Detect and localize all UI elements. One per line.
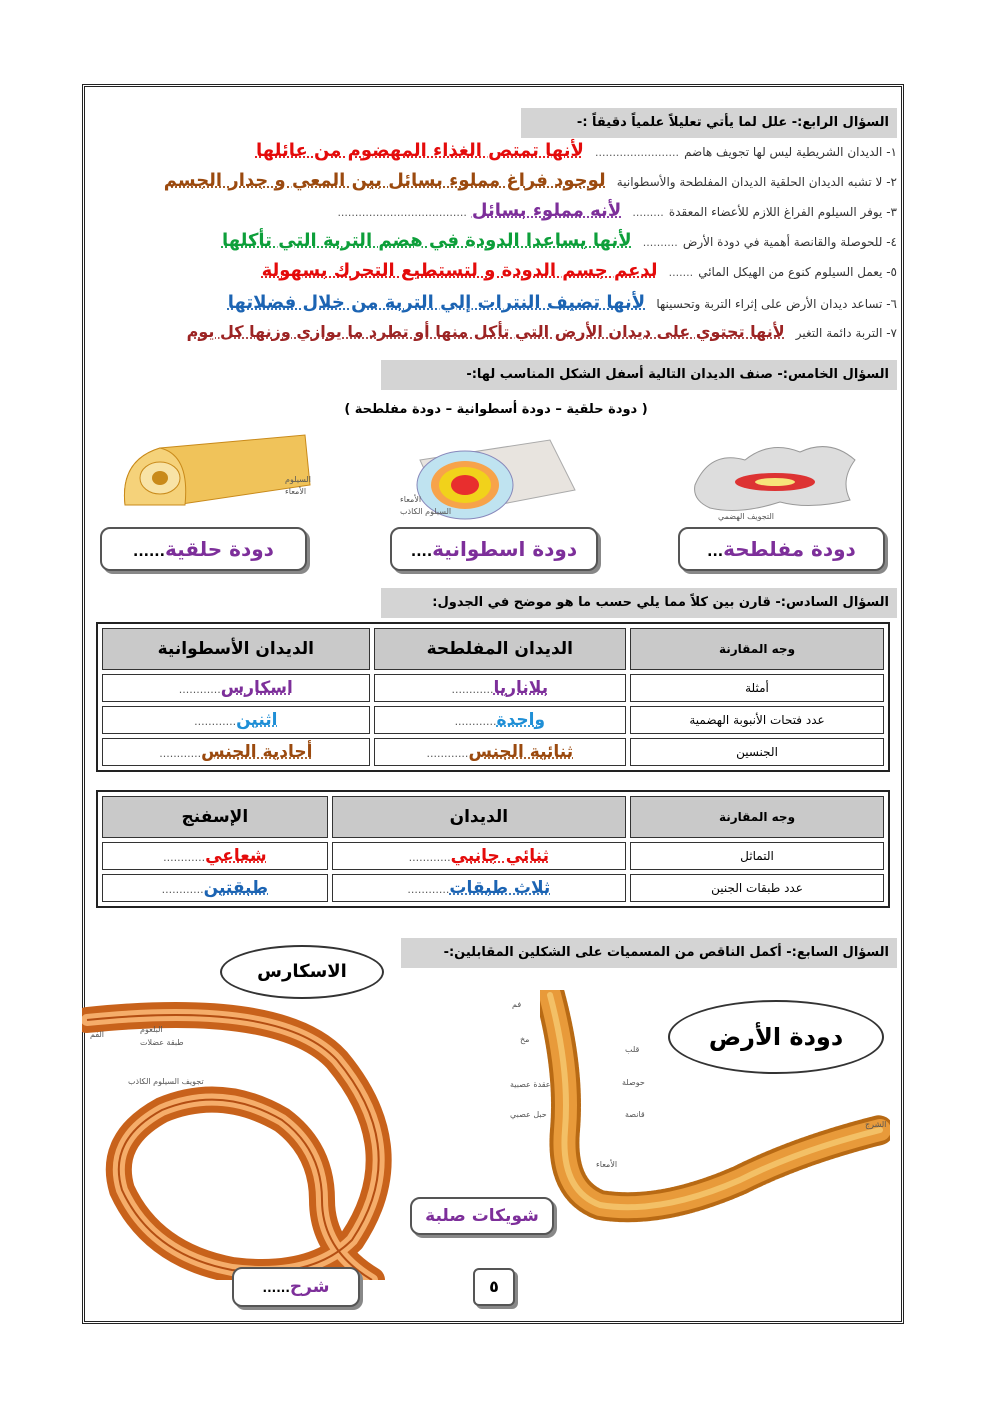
- q4-question: ٣- يوفر السيلوم الفراغ اللازم للأعضاء المعقدة: [668, 205, 897, 219]
- earthworm-label: مخ: [520, 1035, 530, 1044]
- roundworm-label-1: الأمعاء: [400, 495, 422, 504]
- q4-answer: لدعم جسم الدودة و لتستطيع التحرك بسهولة: [261, 260, 658, 281]
- earthworm-label: قانصة: [625, 1110, 645, 1119]
- ascaris-label: البلعوم: [140, 1025, 163, 1034]
- table-row: أمثلة بلاناريا............ اسكارس............: [102, 674, 884, 702]
- q4-item-7: [70, 322, 897, 350]
- q5-title: السؤال الخامس:- صنف الديدان التالية أسفل الشكل المناسب لها:-: [381, 360, 897, 390]
- q4-item-4: ٤- للحوصلة والقانصة أهمية في دودة الأرض .......... لأنها يساعدا الدودة في هضم التربة التي تأكلها: [221, 230, 897, 251]
- roundworm-label-2: السيلوم الكاذب: [400, 507, 452, 516]
- answer-box-anus: شرح......: [232, 1267, 360, 1307]
- earthworm-label: الأمعاء: [596, 1160, 618, 1169]
- answer-box-segmented: دودة حلقية......: [100, 527, 307, 571]
- earthworm-label: عقدة عصبية: [510, 1080, 551, 1089]
- ascaris-label: تجويف السيلوم الكاذب: [128, 1077, 204, 1086]
- q4-answer: لوجود فراغ مملوء بسائل بين المعي و جدار الجسم: [163, 170, 606, 191]
- q6-title: السؤال السادس:- قارن بين كلاً مما يلي حسب ما هو موضح في الجدول:: [381, 588, 897, 618]
- q4-answer: لأنها يساعدا الدودة في هضم التربة التي تأكلها: [221, 230, 632, 251]
- table-header: الديدان: [332, 796, 626, 838]
- ascaris-worm-image: [82, 990, 412, 1280]
- q4-question: ١- الديدان الشريطية ليس لها تجويف هاضم: [684, 145, 897, 159]
- page-number: ٥: [473, 1268, 515, 1306]
- earthworm-label: حوصلة: [622, 1078, 645, 1087]
- q4-answer: لأنه مملوء بسائل: [471, 200, 622, 221]
- earthworm-label: قلب: [625, 1045, 640, 1054]
- table-row: التماثل ثنائي جانبي............ شعاعي............: [102, 842, 884, 870]
- earthworm-label: فم: [512, 1000, 522, 1009]
- table-header: الديدان المفلطحة: [374, 628, 626, 670]
- comparison-table-2: [96, 790, 890, 908]
- flatworm-label: التجويف الهضمي: [718, 512, 774, 521]
- q5-worm-types: ( دودة حلقية – دودة أسطوانية – دودة مفلطحة ): [344, 402, 648, 417]
- q4-item-6: [85, 292, 897, 320]
- answer-box-roundworm: دودة اسطوانية....: [390, 527, 598, 571]
- q4-item-5: ٥- يعمل السيلوم كنوع من الهيكل المائي ....... لدعم جسم الدودة و لتستطيع التحرك بسهولة: [261, 260, 897, 281]
- table-header: الإسفنج: [102, 796, 328, 838]
- q4-question: ٦- تساعد ديدان الأرض على إثراء التربة وتحسينها: [656, 297, 897, 311]
- table-header: الديدان الأسطوانية: [102, 628, 370, 670]
- q4-question: ٥- يعمل السيلوم كنوع من الهيكل المائي: [698, 265, 897, 279]
- flatworm-cross-section-image: [690, 430, 860, 520]
- q4-item-1: ١- الديدان الشريطية ليس لها تجويف هاضم ........................ لأنها تمتص الغذاء المهضوم من عائلها: [255, 140, 897, 161]
- q4-title: السؤال الرابع:- علل لما يأتي تعليلاً علمياً دقيقاً :-: [521, 108, 897, 138]
- ascaris-label: الفم: [90, 1030, 105, 1039]
- q4-answer: لأنها تضيف النترات إلي التربة من خلال فضلاتها: [227, 292, 646, 313]
- q7-title: السؤال السابع:- أكمل الناقص من المسميات على الشكلين المقابلين:-: [401, 938, 897, 968]
- q4-answer: لأنها تحتوي على ديدان الأرض التي تأكل منها أو تطرد ما يوازي وزنها كل يوم: [186, 322, 785, 341]
- earthworm-thought-bubble: دودة الأرض: [668, 1000, 884, 1074]
- answer-box-spines: شويكات صلبة: [410, 1197, 554, 1235]
- earthworm-label: حبل عصبي: [510, 1110, 547, 1119]
- q4-item-3: ٣- يوفر السيلوم الفراغ اللازم للأعضاء المعقدة ......... لأنه مملوء بسائل .....................................: [337, 200, 897, 221]
- earthworm-label: الشرج: [865, 1120, 887, 1129]
- q4-question: ٢- لا تشبه الديدان الحلقية الديدان المفلطحة والأسطوانية: [616, 175, 897, 189]
- q4-question: ٤- للحوصلة والقانصة أهمية في دودة الأرض: [682, 235, 897, 249]
- q4-item-2: [85, 170, 897, 198]
- comparison-table-1: [96, 622, 890, 772]
- ascaris-label: طبقة عضلات: [140, 1038, 184, 1047]
- answer-box-flatworm: دودة مفلطحة...: [678, 527, 885, 571]
- ascaris-thought-bubble: الاسكارس: [220, 945, 384, 999]
- segmented-label-2: الأمعاء: [285, 487, 307, 496]
- segmented-label-1: السيلوم: [285, 475, 311, 484]
- table-header: وجه المقارنة: [630, 796, 884, 838]
- table-row: الجنسين ثنائية الجنس............ أحادية الجنس............: [102, 738, 884, 766]
- table-header: وجه المقارنة: [630, 628, 884, 670]
- table-row: عدد طبقات الجنين ثلاث طبقات............ طبقتين............: [102, 874, 884, 902]
- q4-question: ٧- التربة دائمة التغير: [795, 326, 897, 340]
- earthworm-image: [540, 990, 890, 1240]
- segmented-worm-cross-section-image: [115, 430, 315, 510]
- table-row: عدد فتحات الأنبوبة الهضمية واحدة............ اثنين............: [102, 706, 884, 734]
- q4-answer: لأنها تمتص الغذاء المهضوم من عائلها: [255, 140, 584, 161]
